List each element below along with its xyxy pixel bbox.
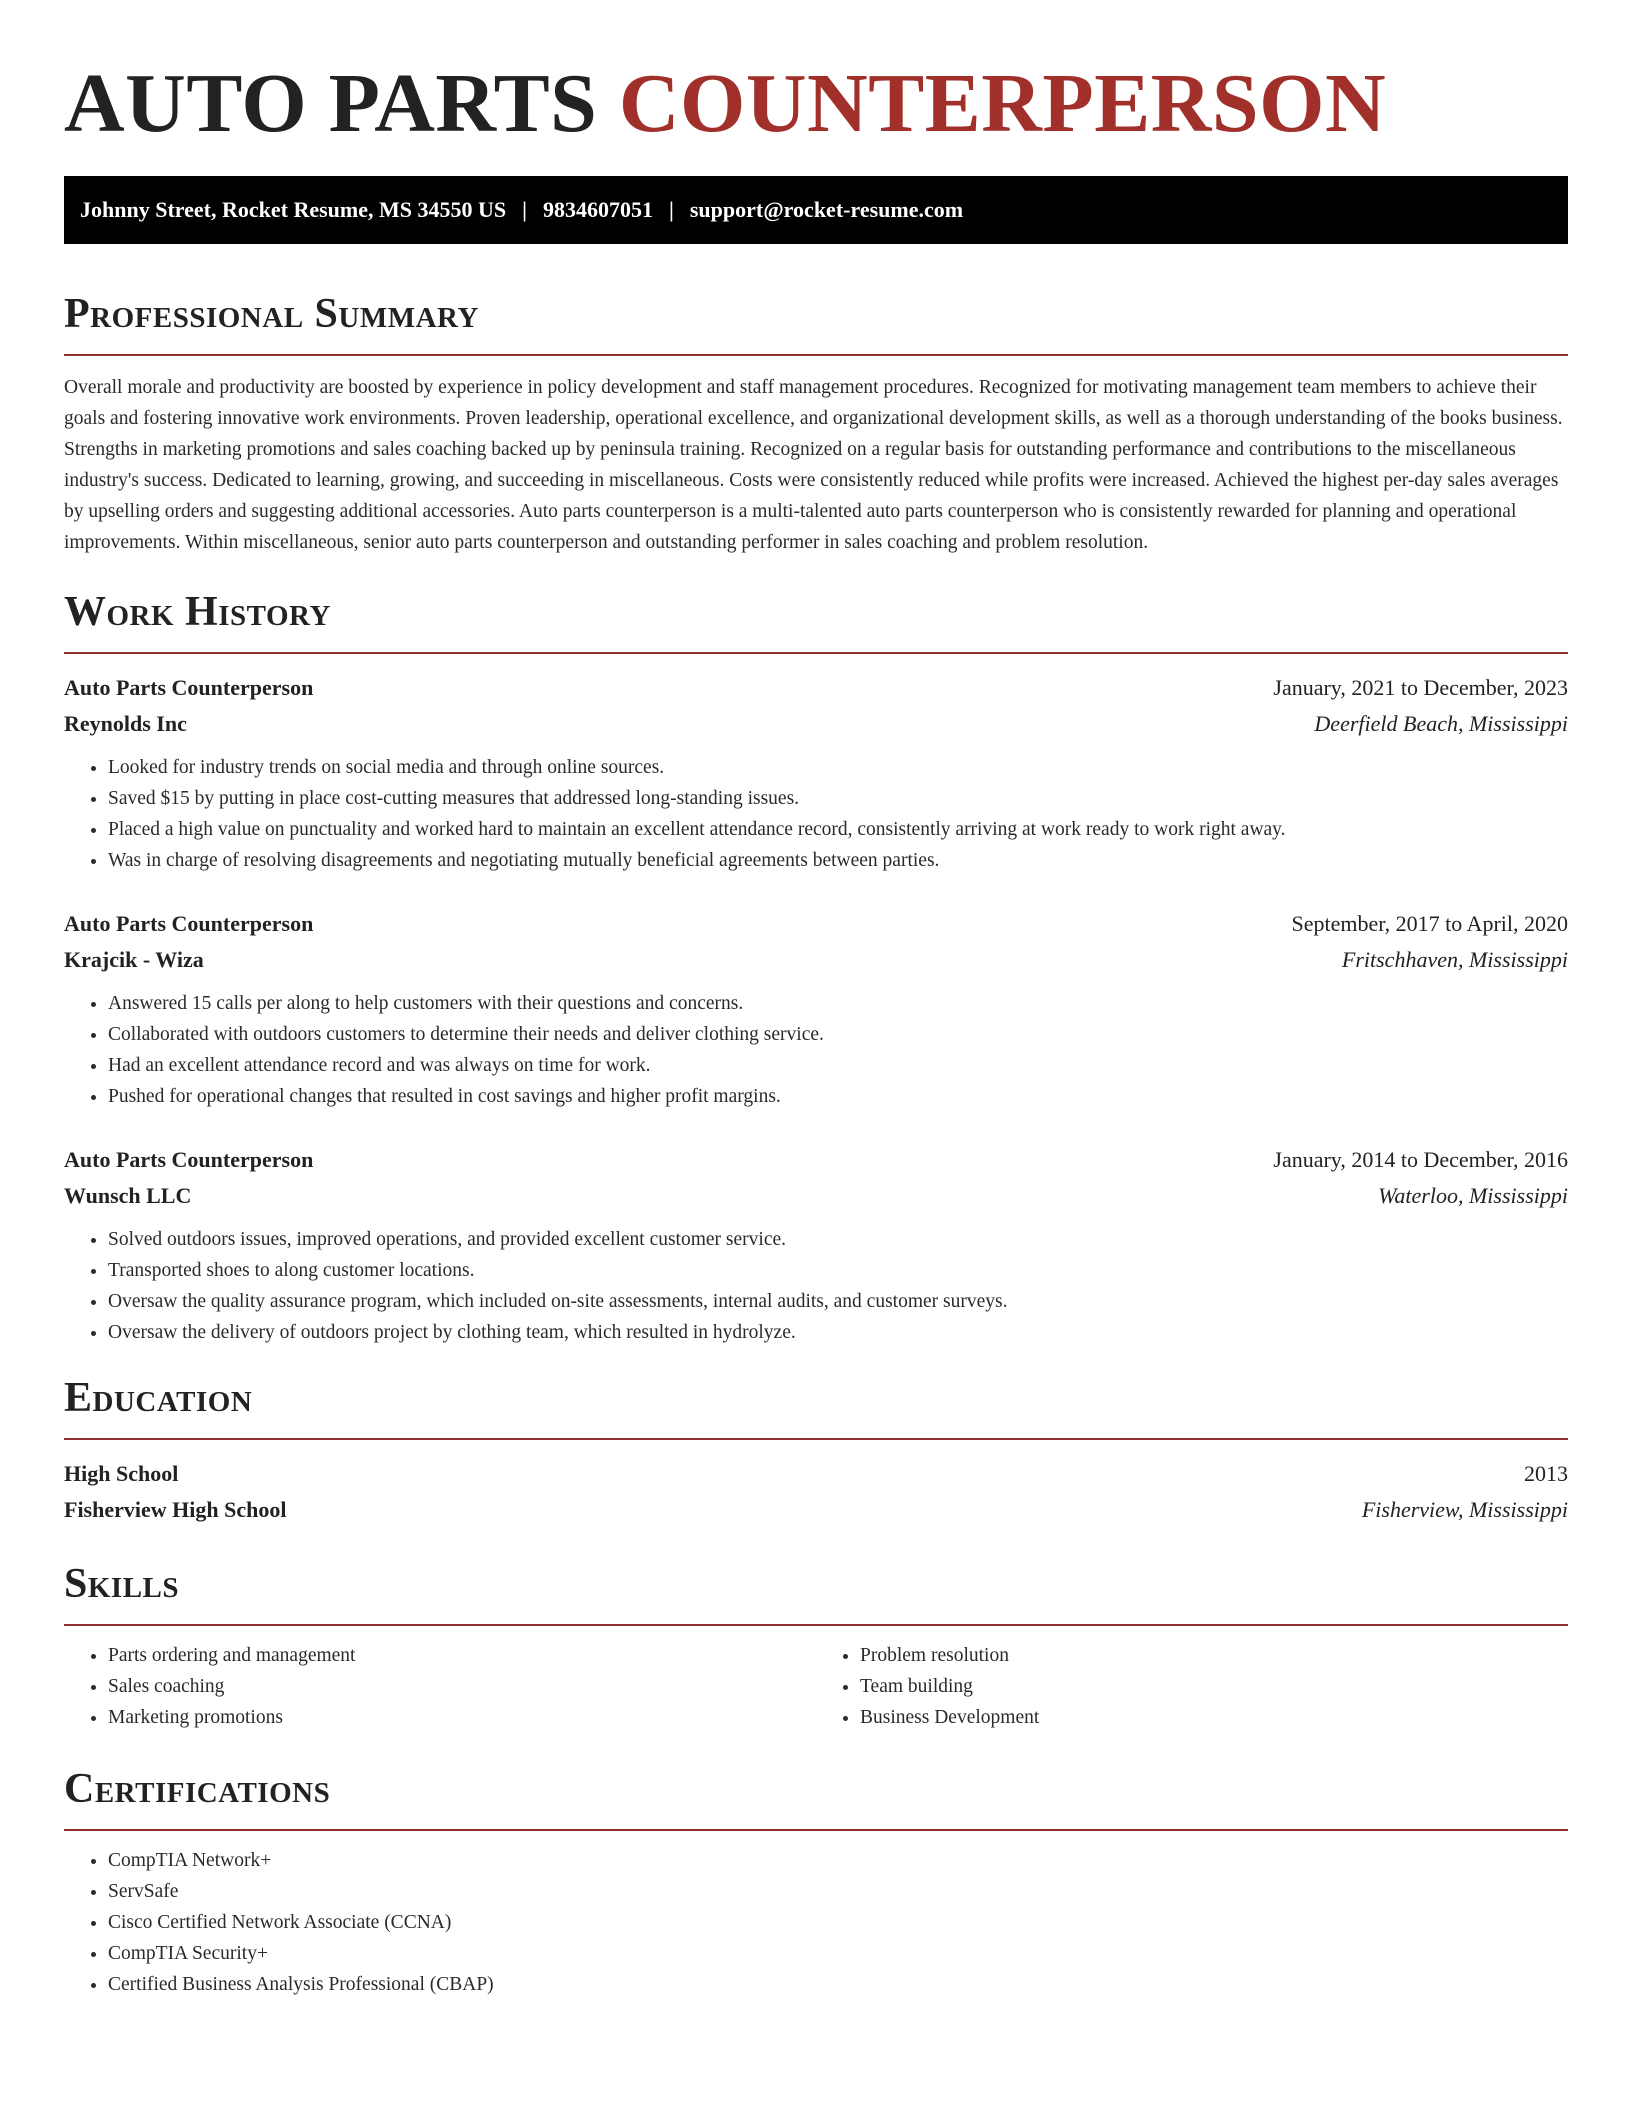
job-company: Krajcik - Wiza <box>64 947 204 972</box>
education-degree: High School <box>64 1461 179 1486</box>
certifications-list <box>64 1845 1568 2000</box>
job-dates: September, 2017 to April, 2020 <box>1291 911 1568 936</box>
job-title: Auto Parts Counterperson <box>64 1147 314 1172</box>
education-location: Fisherview, Mississippi <box>1361 1497 1568 1522</box>
list-item: • Problem resolution <box>860 1640 1568 1671</box>
list-item: • Team building <box>860 1671 1568 1702</box>
education-school-row <box>64 1492 1568 1528</box>
section-divider <box>64 652 1568 654</box>
list-item: • Business Development <box>860 1702 1568 1733</box>
education-year: 2013 <box>1524 1461 1568 1486</box>
list-item: • ServSafe <box>108 1876 1568 1907</box>
section-heading-education: Education <box>64 1375 253 1421</box>
section-heading-work-history: Work History <box>64 589 331 635</box>
skills-list-right <box>816 1640 1568 1733</box>
job-bullets <box>64 752 1568 876</box>
summary-section <box>64 288 1568 558</box>
job-header-row <box>64 670 1568 706</box>
section-divider <box>64 1829 1568 1831</box>
list-item: • Pushed for operational changes that resulted in cost savings and higher profit margins. <box>108 1081 1568 1112</box>
job-company: Reynolds Inc <box>64 711 187 736</box>
list-item: • Cisco Certified Network Associate (CCNA) <box>108 1907 1568 1938</box>
list-item: • Was in charge of resolving disagreements and negotiating mutually beneficial agreements between parties. <box>108 845 1568 876</box>
summary-text: Overall morale and productivity are boosted by experience in policy development and staff management procedures. Recognized for motivating management team members to achieve their goals and fostering innovative work environments. Proven leadership, operational excellence, and organizational development skills, as well as a thorough understanding of the books business. Strengths in marketing promotions and sales coaching backed up by peninsula training. Recognized on a regular basis for outstanding performance and contributions to the miscellaneous industry's success. Dedicated to learning, growing, and succeeding in miscellaneous. Costs were consistently reduced while profits were increased. Achieved the highest per-day sales averages by upselling orders and suggesting additional accessories. Auto parts counterperson is a multi-talented auto parts counterperson who is consistently rewarded for planning and operational improvements. Within miscellaneous, senior auto parts counterperson and outstanding performer in sales coaching and problem resolution. <box>64 377 1563 553</box>
list-item: • Oversaw the quality assurance program, which included on-site assessments, internal audits, and customer surveys. <box>108 1286 1568 1317</box>
certifications-section <box>64 1763 1568 2000</box>
job-company: Wunsch LLC <box>64 1183 192 1208</box>
list-item: • Collaborated with outdoors customers to determine their needs and deliver clothing service. <box>108 1019 1568 1050</box>
list-item: • Parts ordering and management <box>108 1640 816 1671</box>
job-header-row <box>64 1142 1568 1178</box>
job-entry <box>64 670 1568 876</box>
skills-grid <box>64 1640 1568 1733</box>
job-dates: January, 2014 to December, 2016 <box>1273 1147 1568 1172</box>
section-heading-skills: Skills <box>64 1561 180 1607</box>
job-company-row <box>64 706 1568 742</box>
contact-phone: 9834607051 <box>543 197 653 222</box>
work-history-section <box>64 586 1568 1348</box>
list-item: • CompTIA Security+ <box>108 1938 1568 1969</box>
list-item: • Sales coaching <box>108 1671 816 1702</box>
job-bullets <box>64 1224 1568 1348</box>
section-divider <box>64 1624 1568 1626</box>
contact-bar <box>64 176 1568 244</box>
list-item: • Had an excellent attendance record and was always on time for work. <box>108 1050 1568 1081</box>
job-company-row <box>64 942 1568 978</box>
list-item: • Marketing promotions <box>108 1702 816 1733</box>
list-item: • CompTIA Network+ <box>108 1845 1568 1876</box>
education-header-row <box>64 1456 1568 1492</box>
section-heading-summary: Professional Summary <box>64 291 479 337</box>
contact-email: support@rocket-resume.com <box>689 197 964 222</box>
job-location: Fritschhaven, Mississippi <box>1341 947 1568 972</box>
title-part-1: AUTO PARTS <box>64 57 598 150</box>
list-item: • Placed a high value on punctuality and worked hard to maintain an excellent attendance record, consistently arriving at work ready to work right away. <box>108 814 1568 845</box>
skills-list-left <box>64 1640 816 1733</box>
list-item: • Certified Business Analysis Professional (CBAP) <box>108 1969 1568 2000</box>
title-part-2: COUNTERPERSON <box>618 57 1387 150</box>
list-item: • Transported shoes to along customer locations. <box>108 1255 1568 1286</box>
job-title: Auto Parts Counterperson <box>64 675 314 700</box>
job-title: Auto Parts Counterperson <box>64 911 314 936</box>
job-bullets <box>64 988 1568 1112</box>
job-location: Deerfield Beach, Mississippi <box>1314 711 1568 736</box>
job-header-row <box>64 906 1568 942</box>
list-item: • Saved $15 by putting in place cost-cutting measures that addressed long-standing issues. <box>108 783 1568 814</box>
list-item: • Solved outdoors issues, improved operations, and provided excellent customer service. <box>108 1224 1568 1255</box>
education-entry <box>64 1456 1568 1528</box>
resume-title <box>64 0 1568 152</box>
job-entry <box>64 906 1568 1112</box>
skills-section <box>64 1558 1568 1733</box>
list-item: • Oversaw the delivery of outdoors project by clothing team, which resulted in hydrolyze. <box>108 1317 1568 1348</box>
section-divider <box>64 1438 1568 1440</box>
list-item: • Answered 15 calls per along to help customers with their questions and concerns. <box>108 988 1568 1019</box>
contact-separator: | <box>669 197 674 222</box>
job-entry <box>64 1142 1568 1348</box>
job-dates: January, 2021 to December, 2023 <box>1273 675 1568 700</box>
contact-separator: | <box>522 197 527 222</box>
education-section <box>64 1372 1568 1528</box>
education-school: Fisherview High School <box>64 1497 287 1522</box>
job-company-row <box>64 1178 1568 1214</box>
section-divider <box>64 354 1568 356</box>
job-location: Waterloo, Mississippi <box>1378 1183 1568 1208</box>
section-heading-certifications: Certifications <box>64 1766 331 1812</box>
contact-address: Johnny Street, Rocket Resume, MS 34550 US <box>80 197 507 222</box>
list-item: • Looked for industry trends on social media and through online sources. <box>108 752 1568 783</box>
